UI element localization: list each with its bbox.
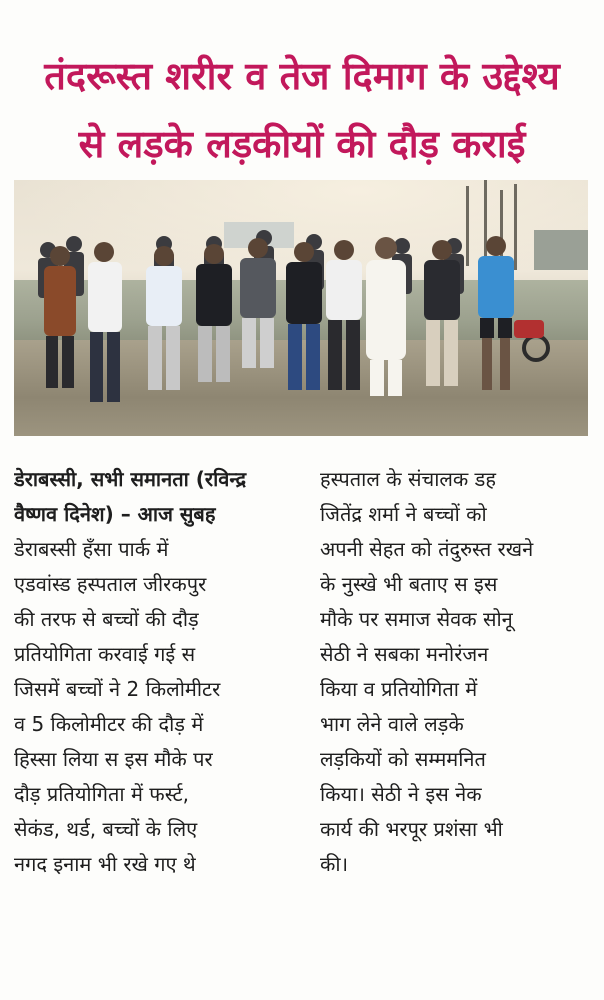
article-right-line: अपनी सेहत को तंदुरुस्त रखने (320, 537, 534, 561)
article-right-line: जितेंद्र शर्मा ने बच्चों को (320, 502, 487, 526)
article-right-line: कार्य की भरपूर प्रशंसा भी (320, 817, 503, 841)
article-left-line: दौड़ प्रतियोगिता में फर्स्ट, (14, 782, 189, 806)
article-right-line: लड़कियों को सम्ममनित (320, 747, 486, 771)
article-left-line: नगद इनाम भी रखे गए थे (14, 852, 196, 876)
article-left-line: डेराबस्सी, सभी समानता (रविन्द्र (14, 467, 247, 491)
headline-line-2: से लड़के लड़कीयों की दौड़ कराई (78, 122, 526, 166)
photo-people-illustration (14, 180, 588, 436)
article-left-line: वैष्णव दिनेश) – आज सुबह (14, 502, 216, 526)
group-photo (14, 180, 588, 436)
article-left-line: एडवांस्ड हस्पताल जीरकपुर (14, 572, 207, 596)
article-right-line: भाग लेने वाले लड़के (320, 712, 464, 736)
headline-line-1: तंदरूस्त शरीर व तेज दिमाग के उद्देश्य (44, 54, 560, 98)
article-column-right (320, 462, 592, 882)
article-left-line: व 5 किलोमीटर की दौड़ में (14, 712, 204, 736)
article-right-line: हस्पताल के संचालक डह (320, 467, 496, 491)
article-left-line: प्रतियोगिता करवाई गई स (14, 642, 196, 666)
article-right-line: के नुस्खे भी बताए स इस (320, 572, 498, 596)
article-left-line: की तरफ से बच्चों की दौड़ (14, 607, 199, 631)
article-left-line: जिसमें बच्चों ने 2 किलोमीटर (14, 677, 221, 701)
article-left-line: सेकंड, थर्ड, बच्चों के लिए (14, 817, 198, 841)
article-left-line: डेराबस्सी हँसा पार्क में (14, 537, 169, 561)
article-column-left (14, 462, 286, 882)
article-right-line: की। (320, 852, 349, 876)
article-right-line: मौके पर समाज सेवक सोनू (320, 607, 513, 631)
article-right-line: किया व प्रतियोगिता में (320, 677, 478, 701)
article-right-line: किया। सेठी ने इस नेक (320, 782, 482, 806)
article-left-line: हिस्सा लिया स इस मौके पर (14, 747, 213, 771)
article-right-line: सेठी ने सबका मनोरंजन (320, 642, 489, 666)
